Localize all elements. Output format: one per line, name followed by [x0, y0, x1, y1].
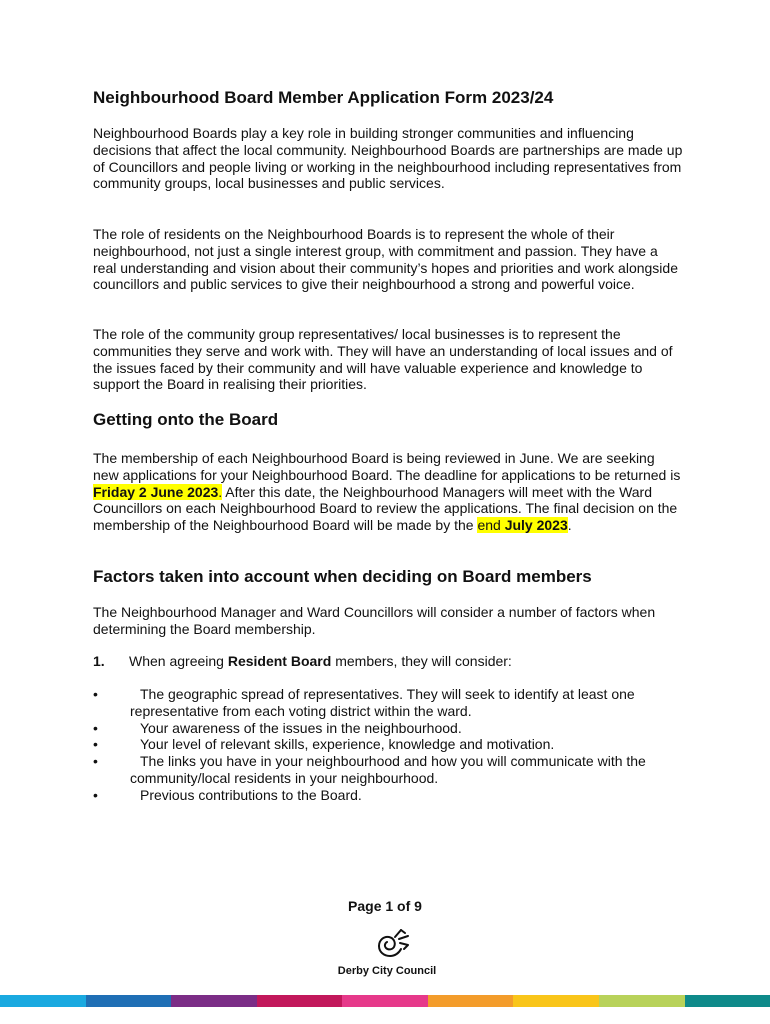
stripe-segment: [0, 995, 86, 1007]
stripe-segment: [86, 995, 172, 1007]
bullet-icon: •: [93, 736, 98, 753]
council-name: Derby City Council: [337, 965, 437, 977]
decision-period: .: [567, 517, 572, 534]
intro-paragraph-3: The role of the community group representatives/ local businesses is to represent the communities they serve and work with. They will have an understanding of local issues and of the issues faced by their community and will have valuable experience and knowledge to support the Board in realising their priorities.: [93, 326, 673, 393]
stripe-segment: [171, 995, 257, 1007]
list-item: [93, 720, 683, 737]
decision-date-highlight: [477, 517, 567, 533]
list-item-text: Previous contributions to the Board.: [140, 786, 362, 803]
stripe-segment: [257, 995, 343, 1007]
list-item-text: The geographic spread of representatives. They will seek to identify at least one representative from each voting district within the ward.: [130, 686, 635, 719]
deadline-period: .: [218, 483, 223, 500]
stripe-segment: [599, 995, 685, 1007]
stripe-segment: [685, 995, 770, 1007]
section-heading-factors: Factors taken into account when deciding on Board members: [93, 567, 592, 586]
list-item-text: Your awareness of the issues in the neighbourhood.: [140, 719, 462, 736]
section-heading-getting-onto-board: Getting onto the Board: [93, 410, 279, 429]
bullet-icon: •: [93, 753, 98, 770]
stripe-segment: [342, 995, 428, 1007]
deadline-intro-text: The membership of each Neighbourhood Board is being reviewed in June. We are seeking new applications for your Neighbourhood Board. The deadline for applications to be returned is: [93, 450, 681, 483]
derby-ram-icon: [335, 924, 439, 964]
deadline-date: Friday 2 June 2023: [93, 483, 219, 500]
list-item: [93, 736, 683, 753]
intro-paragraph-2: The role of residents on the Neighbourhood Boards is to represent the whole of their neighbourhood, not just a single interest group, with commitment and passion. They have a real understanding and vision about their community’s hopes and priorities and work alongside councillors and public services to give their neighbourhood a strong and powerful voice.: [93, 226, 678, 293]
item-number: 1.: [93, 653, 105, 669]
decision-end-word: end: [477, 517, 505, 534]
item-text: [129, 653, 512, 670]
bullet-icon: •: [93, 786, 98, 803]
stripe-segment: [428, 995, 514, 1007]
intro-paragraph-1: Neighbourhood Boards play a key role in building stronger communities and influencing decisions that affect the local community. Neighbourhood Boards are partnerships are made up of Councillors and people living or working in the neighbourhood including representatives from community groups, local businesses and public services.: [93, 125, 683, 192]
getting-onto-board-paragraph: [93, 450, 683, 534]
list-item: [93, 686, 683, 720]
deadline-highlight: [93, 484, 222, 500]
item-text-pre: When agreeing: [129, 653, 228, 669]
bullet-icon: •: [93, 719, 98, 736]
consideration-list: [93, 686, 683, 804]
list-item-text: The links you have in your neighbourhood and how you will communicate with the community/local residents in your neighbourhood.: [130, 753, 646, 786]
council-logo: [335, 924, 439, 980]
page-title: Neighbourhood Board Member Application Form 2023/24: [93, 88, 554, 107]
bullet-icon: •: [93, 686, 98, 702]
item-text-post: members, they will consider:: [331, 653, 512, 669]
item-text-bold: Resident Board: [227, 653, 332, 669]
decision-date: July 2023: [504, 517, 568, 534]
colour-stripe: [0, 995, 770, 1007]
list-item: [93, 753, 683, 787]
page-number: Page 1 of 9: [348, 898, 422, 914]
review-process-text: After this date, the Neighbourhood Managers will meet with the Ward Councillors on each Neighbourhood Board to review the applications. The final decision on the membership of the Neighbourhood Board will be made by the: [93, 483, 678, 534]
list-item-text: Your level of relevant skills, experience, knowledge and motivation.: [140, 736, 555, 753]
stripe-segment: [513, 995, 599, 1007]
factors-paragraph: The Neighbourhood Manager and Ward Councillors will consider a number of factors when determining the Board membership.: [93, 604, 656, 637]
list-item: [93, 787, 683, 804]
